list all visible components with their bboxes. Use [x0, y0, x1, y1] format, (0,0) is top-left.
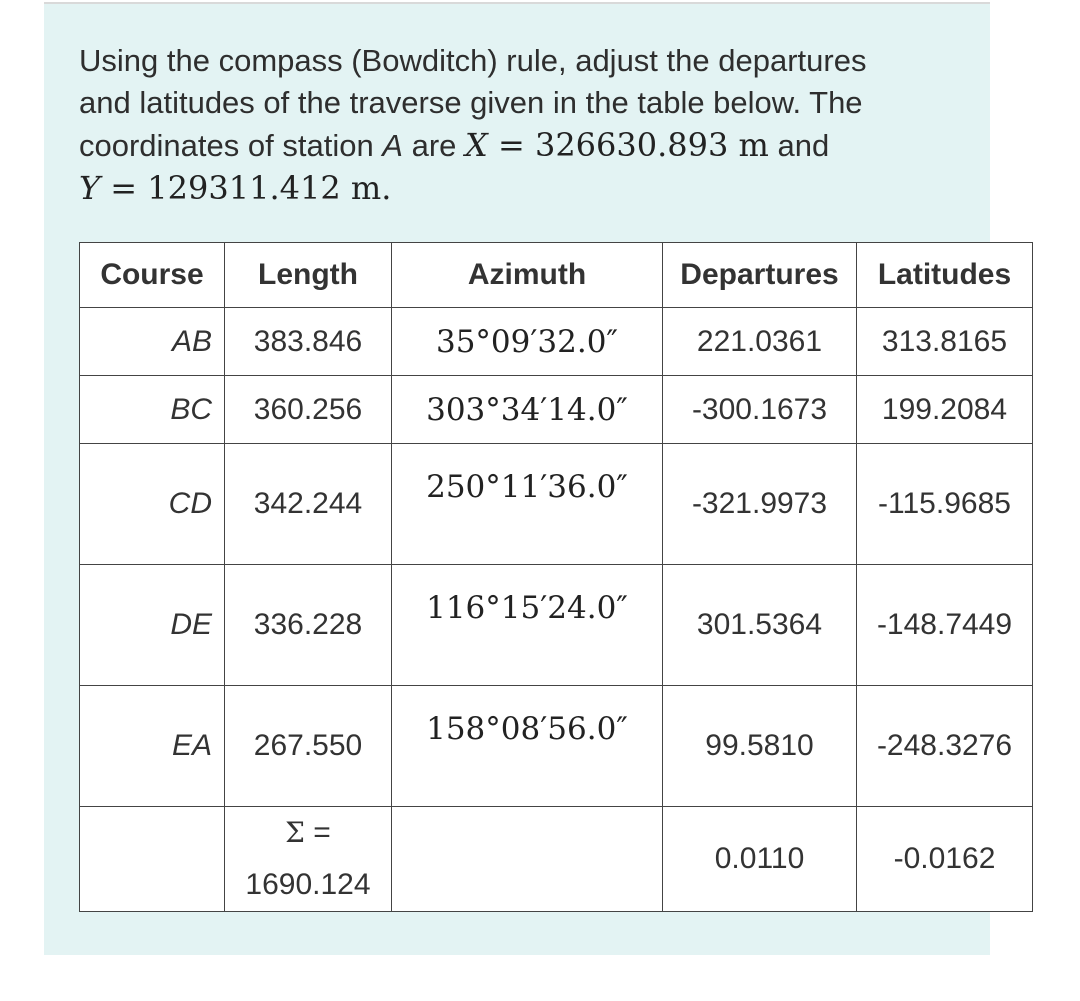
- totals-length-cell: [225, 807, 392, 912]
- total-latitude: -0.0162: [857, 807, 1033, 912]
- course-cell: DE: [80, 565, 225, 686]
- azimuth-value: 250°11′36.0″: [426, 469, 628, 505]
- table-row: [80, 308, 1033, 376]
- table-row: [80, 565, 1033, 686]
- course-cell: EA: [80, 686, 225, 807]
- length-cell: 336.228: [225, 565, 392, 686]
- header-course: Course: [80, 243, 225, 308]
- latitude-cell: 313.8165: [857, 308, 1033, 376]
- length-cell: 267.550: [225, 686, 392, 807]
- azimuth-cell: [392, 686, 663, 807]
- length-cell: 383.846: [225, 308, 392, 376]
- totals-course-cell: [80, 807, 225, 912]
- departure-cell: -321.9973: [663, 444, 857, 565]
- problem-text-2: and latitudes of the traverse given in the table below. The: [79, 85, 863, 120]
- departure-cell: 99.5810: [663, 686, 857, 807]
- latitude-cell: -115.9685: [857, 444, 1033, 565]
- traverse-table: [79, 242, 1033, 912]
- sigma-equals: =: [304, 816, 331, 849]
- azimuth-cell: [392, 565, 663, 686]
- table-header-row: [80, 243, 1033, 308]
- departure-cell: 221.0361: [663, 308, 857, 376]
- y-period: .: [381, 169, 392, 207]
- departure-cell: 301.5364: [663, 565, 857, 686]
- azimuth-cell: [392, 376, 663, 444]
- x-unit: m: [738, 126, 769, 164]
- total-length: 1690.124: [245, 868, 371, 901]
- problem-statement: [79, 40, 969, 210]
- azimuth-value: 303°34′14.0″: [426, 391, 628, 428]
- length-cell: 342.244: [225, 444, 392, 565]
- latitude-cell: 199.2084: [857, 376, 1033, 444]
- y-equals: =: [100, 169, 148, 207]
- azimuth-value: 158°08′56.0″: [426, 711, 628, 747]
- departure-cell: -300.1673: [663, 376, 857, 444]
- problem-line-3: [79, 124, 969, 167]
- y-variable: Y: [79, 169, 101, 207]
- y-value: 129311.412: [147, 169, 341, 207]
- problem-line-4: [79, 167, 969, 210]
- totals-azimuth-cell: [392, 807, 663, 912]
- sigma-symbol: Σ: [285, 816, 305, 849]
- x-value: 326630.893: [534, 126, 729, 164]
- azimuth-value: 116°15′24.0″: [426, 590, 628, 626]
- course-cell: BC: [80, 376, 225, 444]
- header-length: Length: [225, 243, 392, 308]
- y-unit: m: [350, 169, 382, 207]
- x-variable: X: [465, 126, 488, 164]
- problem-text-are: are: [402, 128, 466, 163]
- header-azimuth: Azimuth: [392, 243, 663, 308]
- problem-text-1: Using the compass (Bowditch) rule, adjust the departures: [79, 43, 867, 78]
- latitude-cell: -148.7449: [857, 565, 1033, 686]
- table-row: [80, 444, 1033, 565]
- header-latitudes: Latitudes: [857, 243, 1033, 308]
- problem-line-1: [79, 40, 969, 82]
- azimuth-value: 35°09′32.0″: [435, 323, 619, 360]
- length-cell: 360.256: [225, 376, 392, 444]
- course-cell: CD: [80, 444, 225, 565]
- latitude-cell: -248.3276: [857, 686, 1033, 807]
- azimuth-cell: [392, 308, 663, 376]
- table-row: [80, 686, 1033, 807]
- station-label: A: [382, 128, 403, 163]
- table-row: [80, 376, 1033, 444]
- x-equals: =: [487, 126, 535, 164]
- azimuth-cell: [392, 444, 663, 565]
- totals-row: [80, 807, 1033, 912]
- total-departure: 0.0110: [663, 807, 857, 912]
- course-cell: AB: [80, 308, 225, 376]
- problem-line-2: [79, 82, 969, 124]
- problem-text-and: and: [768, 128, 830, 163]
- problem-text-3: coordinates of station: [79, 128, 383, 163]
- header-departures: Departures: [663, 243, 857, 308]
